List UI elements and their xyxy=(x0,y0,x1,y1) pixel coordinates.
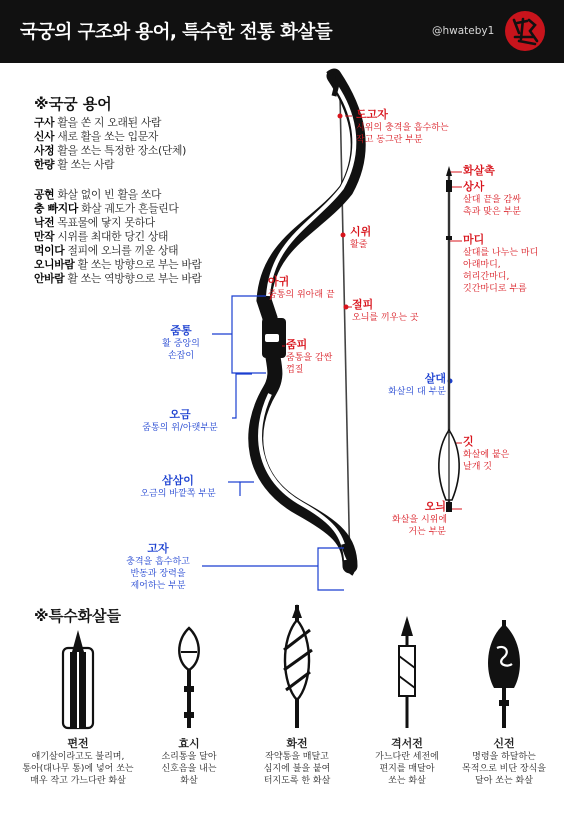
bow-grip-mark xyxy=(265,334,279,342)
special-arrow-desc: 소리통을 달아 xyxy=(161,752,217,762)
glossary-term: 신사 xyxy=(34,130,55,143)
label-goja xyxy=(112,540,204,592)
glossary-desc: 화살 없이 빈 활을 쏘다 xyxy=(54,188,162,201)
arrow-oni xyxy=(446,502,452,512)
author-handle: @hwateby1 xyxy=(432,25,495,37)
desc-line: 충격을 흡수하고 xyxy=(126,557,190,567)
glossary-term: 공현 xyxy=(34,188,55,201)
label-oni-desc xyxy=(392,514,446,538)
glossary-item xyxy=(34,202,179,215)
label-git xyxy=(463,433,509,473)
glossary-term: 충 빠지다 xyxy=(34,202,78,215)
label-git-title: 깃 xyxy=(463,435,474,448)
desc-line: 아래마디, xyxy=(463,260,501,270)
desc-line: 오늬를 끼우는 곳 xyxy=(352,313,419,323)
special-arrow-desc: 가느다란 세전에 xyxy=(375,752,439,762)
glossary-desc: 활 쏘는 역방향으로 부는 바람 xyxy=(64,272,202,285)
desc-line: 손잡이 xyxy=(167,351,195,361)
label-sangsa xyxy=(463,178,521,218)
special-arrow-desc: 달아 쏘는 화살 xyxy=(475,776,533,786)
label-goja-title: 고자 xyxy=(147,542,169,555)
desc-line: 껍질 xyxy=(286,365,304,375)
desc-line: 줌통의 위아래 끝 xyxy=(268,290,335,300)
label-ogeum-title: 오금 xyxy=(169,408,191,421)
page-title: 국궁의 구조와 용어, 특수한 전통 화살들 xyxy=(20,22,332,43)
special-arrow-caption xyxy=(131,735,247,787)
desc-line: 화살에 붙은 xyxy=(463,450,510,460)
special-arrow-desc: 통아(대나무 통)에 넣어 쏘는 xyxy=(22,764,134,774)
label-dogoja xyxy=(356,106,449,146)
label-siwi-title: 시위 xyxy=(350,225,372,238)
glossary-item xyxy=(34,258,202,271)
glossary-item xyxy=(34,116,161,129)
arrow-madi xyxy=(446,236,452,240)
desc-line: 화살을 시위에 xyxy=(392,515,448,525)
hwajeon-arrow-icon xyxy=(284,604,312,728)
special-arrow-desc: 심지에 불을 붙여 xyxy=(263,764,331,774)
label-sangsa-desc xyxy=(463,194,521,218)
special-arrow-desc: 작약통을 매달고 xyxy=(265,752,329,762)
special-arrow-desc: 신호음을 내는 xyxy=(161,764,217,774)
desc-line: 살대 끝을 감싸 xyxy=(463,195,521,205)
glossary-term: 낙전 xyxy=(34,216,55,229)
pyeonjeon-arrow-icon xyxy=(63,630,93,728)
glossary-desc: 시위를 최대한 당긴 상태 xyxy=(54,230,169,243)
desc-line: 작고 동그란 부분 xyxy=(356,135,423,145)
special-arrow-desc: 매우 작고 가느다란 화살 xyxy=(30,776,126,786)
label-jeolpi xyxy=(352,296,419,324)
special-arrow-caption xyxy=(446,735,562,787)
label-jumpi-title: 줌피 xyxy=(286,338,308,351)
special-arrow-desc: 목적으로 비단 장식을 xyxy=(462,764,546,774)
label-jeolpi-desc xyxy=(352,312,419,324)
glossary-desc: 활을 쏘는 특정한 장소(단체) xyxy=(54,144,187,157)
hyosi-arrow-icon xyxy=(179,628,199,728)
special-arrows-heading: ※특수화살들 xyxy=(34,607,122,625)
label-madi-desc xyxy=(463,247,538,295)
gyeokseojeon-arrow-icon xyxy=(399,616,415,728)
label-hwasalchok-title: 화살촉 xyxy=(463,164,495,177)
label-samsami-desc xyxy=(126,488,230,500)
glossary-desc: 활을 쏜 지 오래된 사람 xyxy=(54,116,162,129)
label-jumtong-desc xyxy=(150,338,212,362)
label-madi xyxy=(463,231,538,295)
desc-line: 살대를 나누는 마디 xyxy=(463,248,539,258)
special-arrow-desc: 화살 xyxy=(180,776,198,786)
desc-line: 거는 부분 xyxy=(408,527,446,537)
glossary-item xyxy=(34,230,168,243)
label-jumpi xyxy=(286,336,332,376)
label-saldae-desc xyxy=(386,386,446,398)
label-dogoja-title: 도고자 xyxy=(356,108,388,121)
desc-line: 활 중앙의 xyxy=(162,339,200,349)
glossary-item xyxy=(34,144,186,157)
desc-line: 시위의 충격을 흡수하는 xyxy=(356,123,449,133)
label-samsami xyxy=(126,472,230,500)
glossary-heading: ※국궁 용어 xyxy=(34,95,112,113)
desc-line: 허리간마디, xyxy=(463,272,510,282)
special-arrow-desc: 명령을 하달하는 xyxy=(472,752,536,762)
siwi-marker xyxy=(341,233,346,238)
label-hwasalchok xyxy=(463,162,495,178)
glossary-term: 만작 xyxy=(34,230,55,243)
label-jumpi-desc xyxy=(286,352,332,376)
label-oni-title: 오늬 xyxy=(424,500,446,513)
label-saldae-title: 살대 xyxy=(424,372,446,385)
label-jeolpi-title: 절피 xyxy=(352,298,374,311)
desc-line: 활줄 xyxy=(350,240,368,250)
special-arrow-desc: 터지도록 한 화살 xyxy=(263,776,331,786)
glossary-term: 안바람 xyxy=(34,272,65,285)
label-jumtong xyxy=(150,322,212,362)
label-sangsa-title: 상사 xyxy=(463,180,485,193)
special-arrow-desc: 쏘는 화살 xyxy=(388,776,426,786)
glossary-term: 구사 xyxy=(34,116,55,129)
glossary-desc: 활 쏘는 방향으로 부는 바람 xyxy=(74,258,202,271)
glossary-item xyxy=(34,272,202,285)
label-jumtong-title: 줌통 xyxy=(170,324,192,337)
label-git-desc xyxy=(463,449,509,473)
label-saldae xyxy=(386,370,446,398)
desc-line: 줌통을 감싼 xyxy=(286,353,333,363)
glossary-item xyxy=(34,188,161,201)
label-ogeum xyxy=(130,406,230,434)
glossary-term: 사정 xyxy=(34,144,55,157)
glossary-item xyxy=(34,244,178,257)
desc-line: 줌통의 위/아랫부분 xyxy=(142,423,218,433)
arrow-head xyxy=(446,166,452,176)
glossary-desc: 절피에 오늬를 끼운 상태 xyxy=(64,244,179,257)
special-arrow-title: 격서전 xyxy=(391,737,423,750)
desc-line: 촉과 맞은 부분 xyxy=(463,207,521,217)
arrow-sangsa xyxy=(446,180,452,192)
special-arrow-title: 신전 xyxy=(493,737,515,750)
special-arrow-title: 효시 xyxy=(178,737,200,750)
special-arrow-caption xyxy=(20,735,136,787)
label-siwi xyxy=(350,223,371,251)
glossary-item xyxy=(34,158,114,171)
label-dogoja-desc xyxy=(356,122,449,146)
desc-line: 날개 깃 xyxy=(463,462,492,472)
glossary-item xyxy=(34,216,155,229)
label-madi-title: 마디 xyxy=(463,233,485,246)
special-arrow-title: 편전 xyxy=(67,737,89,750)
jeolpi-marker xyxy=(344,305,349,310)
sinjeon-arrow-icon xyxy=(488,620,520,728)
desc-line: 오금의 바깥쪽 부분 xyxy=(140,489,216,499)
label-goja-desc xyxy=(112,556,204,592)
label-oni xyxy=(392,498,446,538)
dogoja-marker xyxy=(338,114,343,119)
label-agwi-desc xyxy=(268,289,335,301)
special-arrow-caption xyxy=(239,735,355,787)
glossary-desc: 활 쏘는 사람 xyxy=(54,158,115,171)
label-siwi-desc xyxy=(350,239,371,251)
desc-line: 깃간마디로 부름 xyxy=(463,284,527,294)
label-agwi-title: 아귀 xyxy=(268,275,290,288)
desc-line: 제어하는 부분 xyxy=(130,581,186,591)
glossary-desc: 화살 궤도가 흔들린다 xyxy=(77,202,179,215)
glossary-term: 오니바람 xyxy=(34,258,75,271)
label-ogeum-desc xyxy=(130,422,230,434)
label-agwi xyxy=(268,273,335,301)
label-samsami-title: 삼삼이 xyxy=(162,474,194,487)
special-arrow-desc: 애기살이라고도 불리며, xyxy=(31,752,125,762)
special-arrow-desc: 편지를 매달아 xyxy=(379,764,435,774)
glossary-term: 먹이다 xyxy=(34,244,65,257)
desc-line: 화살의 대 부분 xyxy=(388,387,446,397)
special-arrow-title: 화전 xyxy=(286,737,308,750)
glossary-item xyxy=(34,130,158,143)
glossary-term: 한량 xyxy=(34,158,55,171)
desc-line: 반동과 장력을 xyxy=(130,569,186,579)
glossary-desc: 목표물에 닿지 못하다 xyxy=(54,216,155,229)
glossary-desc: 새로 활을 쏘는 입문자 xyxy=(54,130,158,143)
